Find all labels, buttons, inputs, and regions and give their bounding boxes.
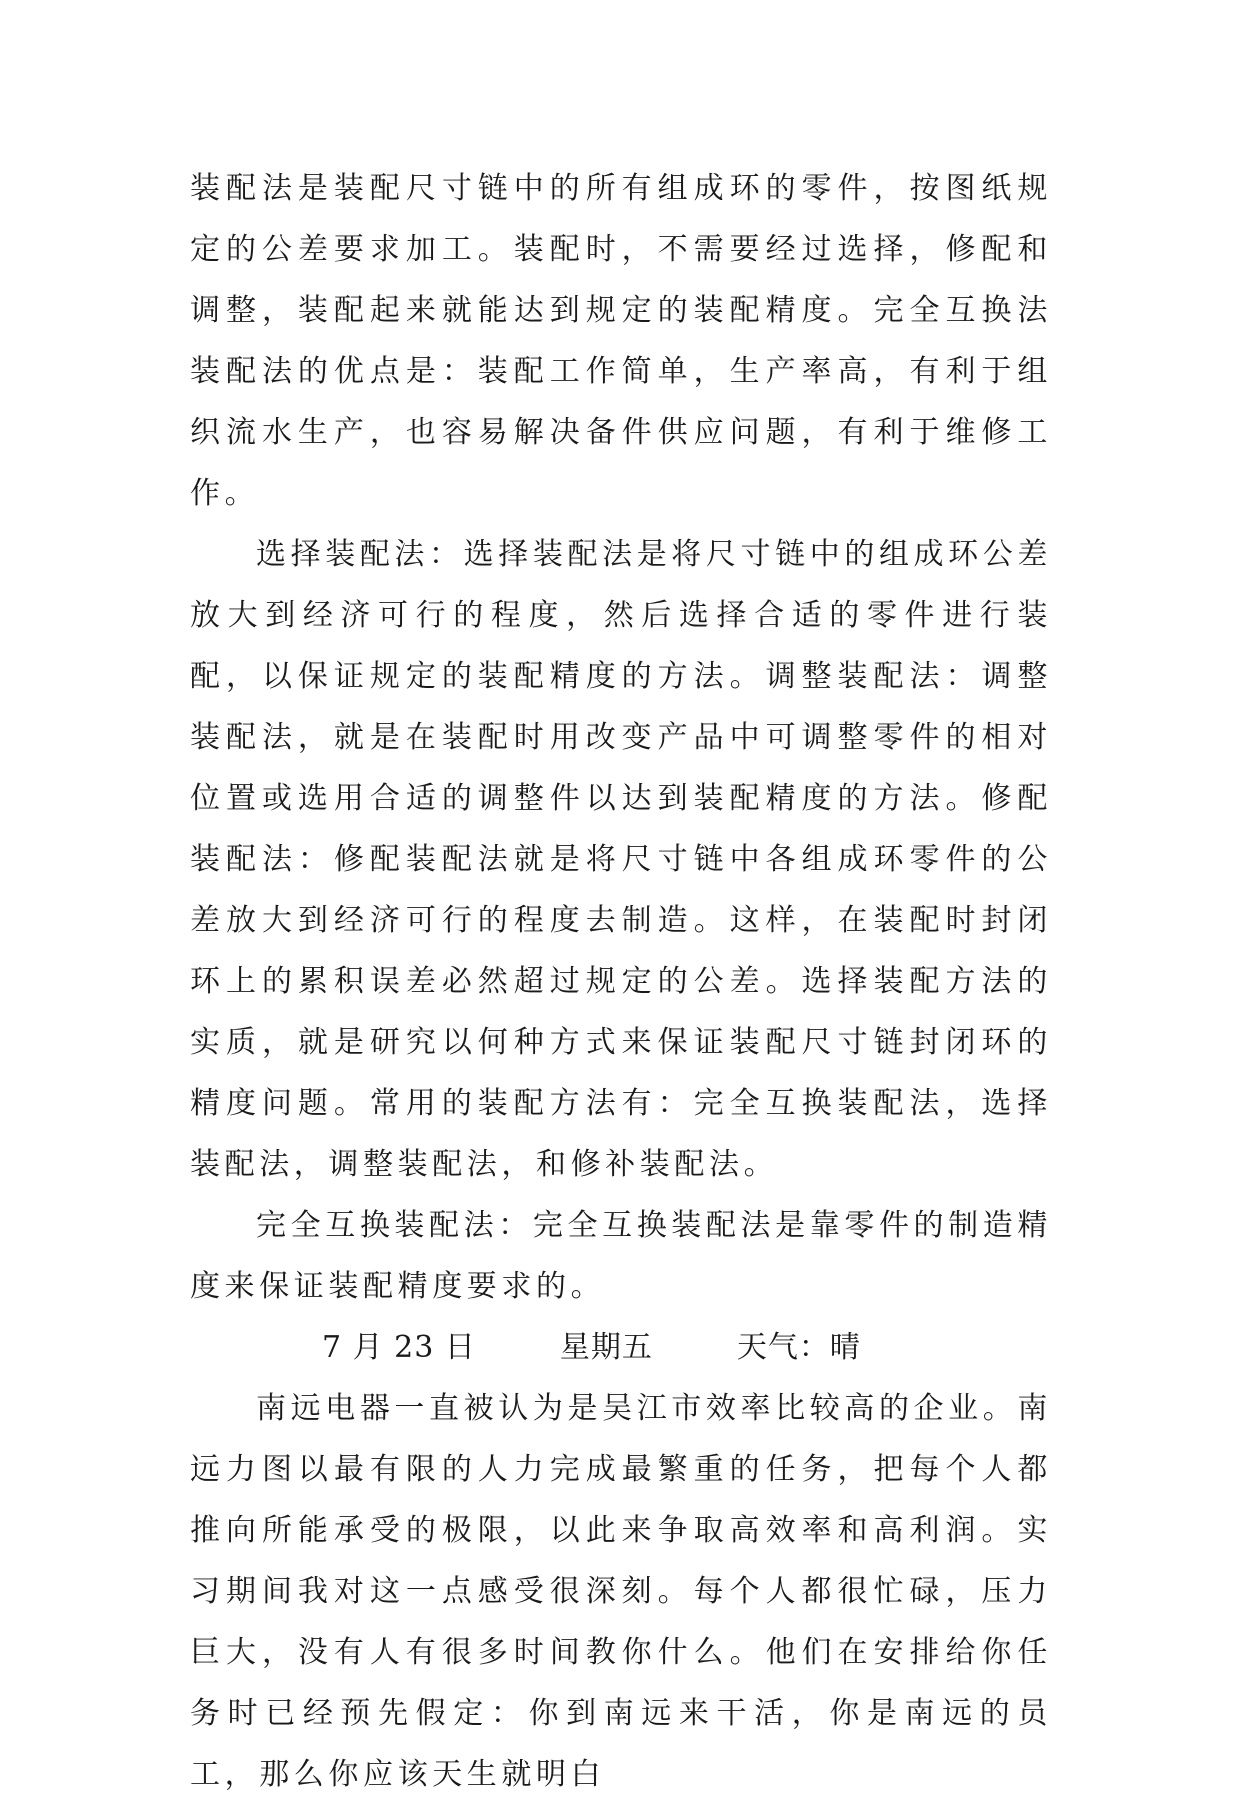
paragraph-complete-interchange: 完全互换装配法：完全互换装配法是靠零件的制造精度来保证装配精度要求的。 — [190, 1208, 1052, 1304]
diary-weather: 天气：晴 — [736, 1330, 861, 1365]
paragraph-nanyuan-efficiency: 南远电器一直被认为是吴江市效率比较高的企业。南远力图以最有限的人力完成最繁重的任务，把每个人都推向所能承受的极限，以此来争取高效率和高利润。实习期间我对这一点感受很深刻。每个人都很忙碌，压力巨大，没有人有很多时间教你什么。他们在安排给你任务时已经预先假定：你到南远来干活，你是南远的员工，那么你应该天生就明白 — [190, 1391, 1052, 1792]
diary-header — [190, 1317, 1052, 1378]
paragraph-assembly-interchange: 装配法是装配尺寸链中的所有组成环的零件，按图纸规定的公差要求加工。装配时，不需要经过选择，修配和调整，装配起来就能达到规定的装配精度。完全互换法装配法的优点是：装配工作简单，生产率高，有利于组织流水生产，也容易解决备件供应问题，有利于维修工作。 — [190, 171, 1052, 511]
document-page — [190, 158, 1052, 1805]
paragraph-assembly-methods: 选择装配法：选择装配法是将尺寸链中的组成环公差放大到经济可行的程度，然后选择合适的零件进行装配，以保证规定的装配精度的方法。调整装配法：调整装配法，就是在装配时用改变产品中可调整零件的相对位置或选用合适的调整件以达到装配精度的方法。修配装配法：修配装配法就是将尺寸链中各组成环零件的公差放大到经济可行的程度去制造。这样，在装配时封闭环上的累积误差必然超过规定的公差。选择装配方法的实质，就是研究以何种方式来保证装配尺寸链封闭环的精度问题。常用的装配方法有：完全互换装配法，选择装配法，调整装配法，和修补装配法。 — [190, 537, 1052, 1182]
diary-date: 7 月 23 日 — [322, 1330, 476, 1365]
diary-weekday: 星期五 — [559, 1330, 653, 1365]
